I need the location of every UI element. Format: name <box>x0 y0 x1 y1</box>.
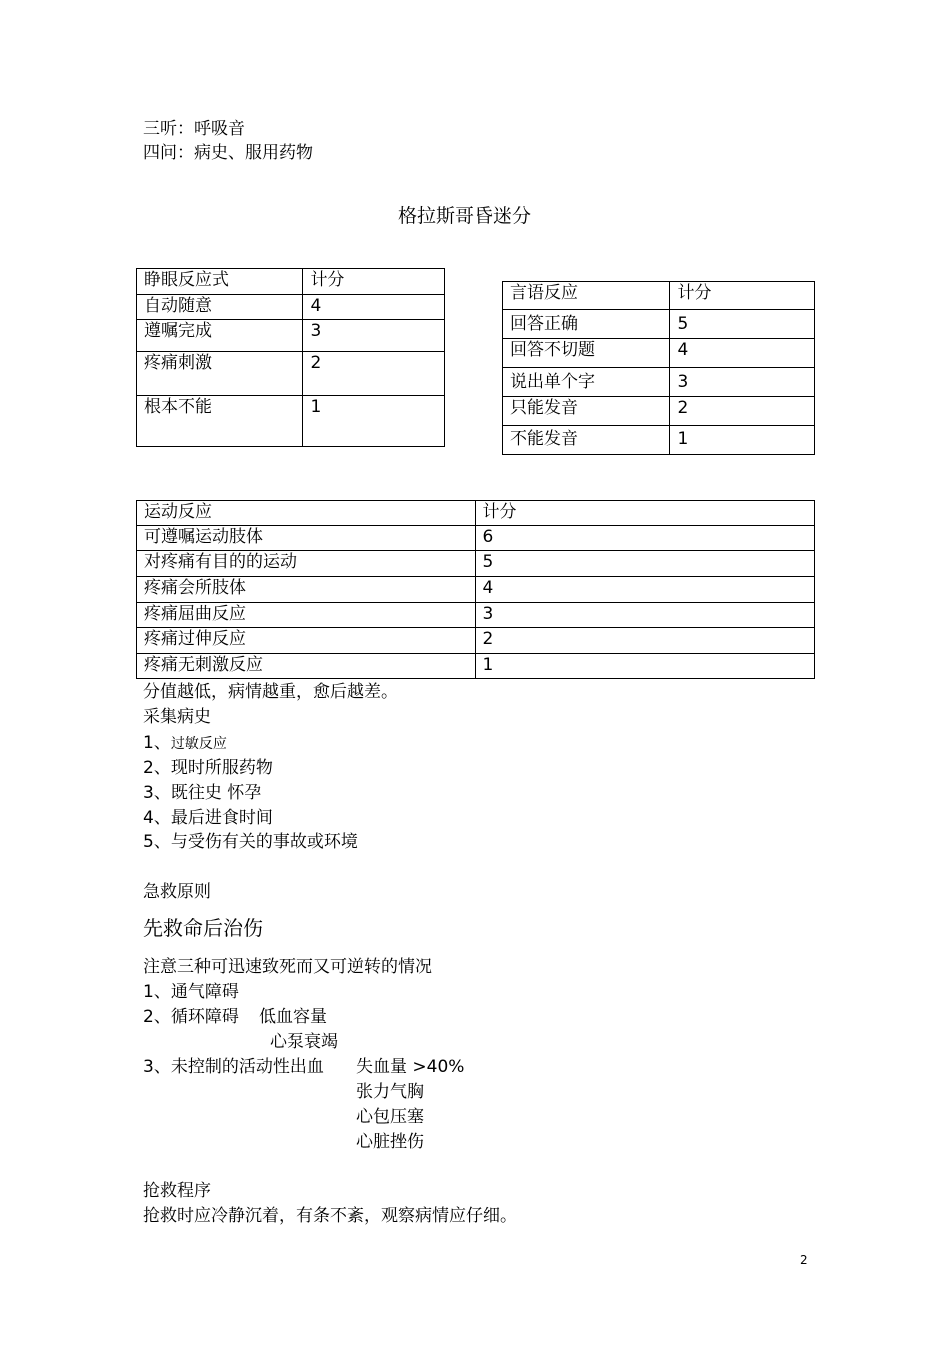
header-cell: 言语反应 <box>503 282 670 310</box>
list-item-text: 过敏反应 <box>170 736 227 752</box>
condition-item-3-detail: 心脏挫伤 <box>356 1132 424 1152</box>
list-item-number: 5、 <box>143 832 171 852</box>
eye-response-table <box>136 268 445 447</box>
table-header-row <box>137 501 815 526</box>
table-row <box>503 339 815 368</box>
page-title: 格拉斯哥昏迷分 <box>398 205 532 227</box>
list-item <box>143 782 261 804</box>
list-item-number: 3、 <box>143 783 171 803</box>
table-row <box>137 551 815 577</box>
list-item-text: 既往史 怀孕 <box>170 783 262 803</box>
condition-item-3-detail: 心包压塞 <box>356 1107 424 1127</box>
history-heading: 采集病史 <box>143 707 211 727</box>
table-cell: 1 <box>670 426 815 455</box>
table-cell: 3 <box>670 368 815 397</box>
table-row <box>503 426 815 455</box>
condition-item-1: 1、通气障碍 <box>143 982 239 1002</box>
table-row <box>137 295 445 320</box>
page-number: 2 <box>800 1253 808 1267</box>
table-cell: 疼痛刺激 <box>137 352 303 396</box>
header-cell: 睁眼反应式 <box>137 269 303 295</box>
list-item-text: 与受伤有关的事故或环境 <box>170 832 358 852</box>
header-cell: 运动反应 <box>137 501 476 526</box>
condition-item-2-detail: 心泵衰竭 <box>270 1032 338 1052</box>
verbal-response-table <box>502 281 815 455</box>
list-item <box>143 732 227 755</box>
table-cell: 3 <box>475 603 815 628</box>
table-row <box>137 396 445 447</box>
table-cell: 1 <box>475 654 815 679</box>
table-cell: 3 <box>303 320 445 352</box>
table-header-row <box>137 269 445 295</box>
table-cell: 可遵嘱运动肢体 <box>137 526 476 551</box>
list-item-number: 1、 <box>143 733 171 753</box>
header-cell: 计分 <box>303 269 445 295</box>
table-cell: 疼痛屈曲反应 <box>137 603 476 628</box>
table-cell: 疼痛过伸反应 <box>137 628 476 654</box>
principle-motto: 先救命后治伤 <box>143 916 263 940</box>
header-cell: 计分 <box>475 501 815 526</box>
table-cell: 不能发音 <box>503 426 670 455</box>
table-cell: 2 <box>670 397 815 426</box>
condition-item-3-detail: 失血量 >40% <box>356 1057 465 1077</box>
table-header-row <box>503 282 815 310</box>
list-item <box>143 807 273 829</box>
intro-line-1: 三听：呼吸音 <box>143 119 245 139</box>
table-cell: 疼痛无刺激反应 <box>137 654 476 679</box>
list-item <box>143 757 273 779</box>
condition-item-2-detail: 低血容量 <box>259 1007 327 1027</box>
table-row <box>503 397 815 426</box>
condition-item-3: 3、未控制的活动性出血 <box>143 1057 324 1077</box>
condition-item-2: 2、循环障碍 <box>143 1007 239 1027</box>
table-row <box>137 577 815 603</box>
table-cell: 回答正确 <box>503 310 670 339</box>
list-item <box>143 831 358 853</box>
table-row <box>137 628 815 654</box>
table-row <box>137 526 815 551</box>
list-item-number: 4、 <box>143 808 171 828</box>
list-item-number: 2、 <box>143 758 171 778</box>
table-row <box>137 654 815 679</box>
table-cell: 疼痛会所肢体 <box>137 577 476 603</box>
table-row <box>137 352 445 396</box>
score-note: 分值越低，病情越重，愈后越差。 <box>143 682 398 702</box>
table-cell: 回答不切题 <box>503 339 670 368</box>
table-row <box>137 603 815 628</box>
condition-item-3-detail: 张力气胸 <box>356 1082 424 1102</box>
table-cell: 5 <box>670 310 815 339</box>
table-cell: 4 <box>303 295 445 320</box>
header-cell: 计分 <box>670 282 815 310</box>
table-cell: 4 <box>670 339 815 368</box>
table-cell: 2 <box>475 628 815 654</box>
table-row <box>503 310 815 339</box>
table-cell: 自动随意 <box>137 295 303 320</box>
table-cell: 说出单个字 <box>503 368 670 397</box>
motor-response-table <box>136 500 815 679</box>
table-cell: 对疼痛有目的的运动 <box>137 551 476 577</box>
intro-line-2: 四问：病史、服用药物 <box>143 143 313 163</box>
table-cell: 根本不能 <box>137 396 303 447</box>
table-cell: 遵嘱完成 <box>137 320 303 352</box>
table-cell: 5 <box>475 551 815 577</box>
table-cell: 4 <box>475 577 815 603</box>
table-row <box>503 368 815 397</box>
table-cell: 2 <box>303 352 445 396</box>
procedure-heading: 抢救程序 <box>143 1181 211 1201</box>
table-cell: 只能发音 <box>503 397 670 426</box>
table-cell: 6 <box>475 526 815 551</box>
principle-heading: 急救原则 <box>143 882 211 902</box>
procedure-text: 抢救时应冷静沉着，有条不紊，观察病情应仔细。 <box>143 1206 517 1226</box>
table-cell: 1 <box>303 396 445 447</box>
principle-intro: 注意三种可迅速致死而又可逆转的情况 <box>143 957 432 977</box>
table-row <box>137 320 445 352</box>
list-item-text: 现时所服药物 <box>170 758 273 778</box>
list-item-text: 最后进食时间 <box>170 808 273 828</box>
